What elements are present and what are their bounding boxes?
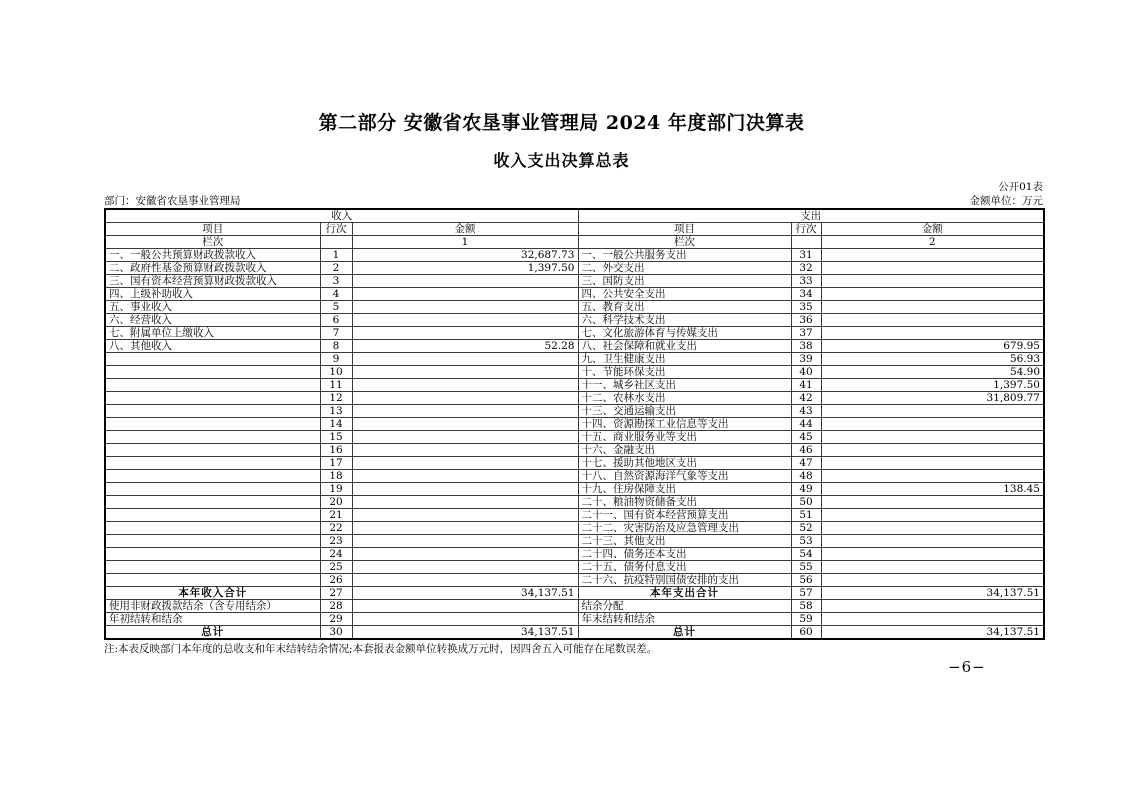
expense-amount-cell [821, 288, 1044, 301]
income-item-cell [105, 366, 320, 379]
income-item-cell [105, 548, 320, 561]
table-row [105, 509, 1044, 522]
income-rowno-cell: 5 [320, 301, 352, 314]
income-item-cell: 二、政府性基金预算财政拨款收入 [105, 262, 320, 275]
table-row [105, 587, 1044, 600]
income-rowno-cell: 17 [320, 457, 352, 470]
income-rowno-cell: 12 [320, 392, 352, 405]
expense-amount-cell [821, 522, 1044, 535]
income-rowno-cell: 22 [320, 522, 352, 535]
table-row [105, 275, 1044, 288]
expense-rowno-cell: 51 [791, 509, 821, 522]
table-row [105, 548, 1044, 561]
income-amount-cell [352, 301, 578, 314]
expense-amount-cell [821, 574, 1044, 587]
expense-item-cell: 结余分配 [578, 600, 791, 613]
income-amount-cell [352, 600, 578, 613]
expense-item-cell: 十五、商业服务业等支出 [578, 431, 791, 444]
income-item-cell [105, 522, 320, 535]
table-row [105, 262, 1044, 275]
expense-item-cell: 七、文化旅游体育与传媒支出 [578, 327, 791, 340]
expense-item-cell: 三、国防支出 [578, 275, 791, 288]
expense-item-cell: 二十四、债务还本支出 [578, 548, 791, 561]
table-row [105, 600, 1044, 613]
income-rowno-cell: 29 [320, 613, 352, 626]
expense-item-cell: 十一、城乡社区支出 [578, 379, 791, 392]
income-item-cell [105, 496, 320, 509]
table-row [105, 522, 1044, 535]
expense-amount-cell: 56.93 [821, 353, 1044, 366]
expense-rowno-cell: 37 [791, 327, 821, 340]
table-row [105, 366, 1044, 379]
expense-item-cell: 二十五、债务付息支出 [578, 561, 791, 574]
income-amount-cell [352, 444, 578, 457]
expense-amount-cell: 34,137.51 [821, 587, 1044, 600]
expense-index-value: 2 [821, 236, 1044, 249]
column-header-row [105, 223, 1044, 236]
income-item-cell: 本年收入合计 [105, 587, 320, 600]
income-item-cell: 八、其他收入 [105, 340, 320, 353]
expense-amount-cell [821, 548, 1044, 561]
income-amount-cell [352, 405, 578, 418]
expense-item-cell: 九、卫生健康支出 [578, 353, 791, 366]
expense-amount-cell [821, 301, 1044, 314]
expense-item-cell: 十四、资源勘探工业信息等支出 [578, 418, 791, 431]
column-index-row [105, 236, 1044, 249]
expense-amount-cell [821, 509, 1044, 522]
income-amount-cell [352, 522, 578, 535]
expense-amount-cell [821, 314, 1044, 327]
expense-item-cell: 六、科学技术支出 [578, 314, 791, 327]
table-row [105, 457, 1044, 470]
table-code: 公开01表 [998, 181, 1043, 193]
expense-item-cell: 一、一般公共服务支出 [578, 249, 791, 262]
page-subtitle: 收入支出决算总表 [493, 151, 630, 170]
income-rowno-cell: 3 [320, 275, 352, 288]
income-item-cell [105, 405, 320, 418]
income-item-cell [105, 509, 320, 522]
income-item-cell [105, 561, 320, 574]
expense-amount-cell [821, 405, 1044, 418]
expense-amount-cell [821, 470, 1044, 483]
meta-line [104, 194, 1043, 208]
income-item-cell [105, 418, 320, 431]
expense-item-cell: 十三、交通运输支出 [578, 405, 791, 418]
income-rowno-cell: 24 [320, 548, 352, 561]
expense-rowno-cell: 57 [791, 587, 821, 600]
income-rowno-cell: 19 [320, 483, 352, 496]
income-item-cell: 五、事业收入 [105, 301, 320, 314]
income-item-cell [105, 431, 320, 444]
table-row [105, 314, 1044, 327]
income-item-cell [105, 535, 320, 548]
income-amount-cell: 52.28 [352, 340, 578, 353]
income-amount-cell [352, 574, 578, 587]
expense-rowno-cell: 35 [791, 301, 821, 314]
income-item-cell: 三、国有资本经营预算财政拨款收入 [105, 275, 320, 288]
income-item-header: 项目 [105, 223, 320, 236]
table-row [105, 431, 1044, 444]
table-row [105, 483, 1044, 496]
income-item-cell [105, 379, 320, 392]
income-item-cell [105, 392, 320, 405]
income-rowno-cell: 13 [320, 405, 352, 418]
income-index-label: 栏次 [105, 236, 320, 249]
expense-amount-cell [821, 327, 1044, 340]
expense-rowno-cell: 45 [791, 431, 821, 444]
income-amount-cell [352, 509, 578, 522]
income-rowno-cell: 20 [320, 496, 352, 509]
income-item-cell [105, 444, 320, 457]
expense-rowno-cell: 60 [791, 626, 821, 640]
income-rowno-cell: 18 [320, 470, 352, 483]
income-rowno-cell: 26 [320, 574, 352, 587]
income-amount-cell [352, 392, 578, 405]
table-row [105, 340, 1044, 353]
income-item-cell [105, 470, 320, 483]
income-item-cell: 六、经营收入 [105, 314, 320, 327]
expense-amount-cell: 31,809.77 [821, 392, 1044, 405]
income-rowno-cell: 10 [320, 366, 352, 379]
expense-rowno-cell: 59 [791, 613, 821, 626]
income-amount-cell [352, 535, 578, 548]
income-item-cell: 七、附属单位上缴收入 [105, 327, 320, 340]
expense-rowno-cell: 38 [791, 340, 821, 353]
expense-item-cell: 四、公共安全支出 [578, 288, 791, 301]
expense-amount-cell: 34,137.51 [821, 626, 1044, 640]
unit-label: 金额单位：万元 [969, 195, 1043, 207]
department-label: 部门：安徽省农垦事业管理局 [104, 195, 241, 207]
table-row [105, 379, 1044, 392]
table-row [105, 613, 1044, 626]
income-item-cell [105, 574, 320, 587]
expense-item-cell: 二十三、其他支出 [578, 535, 791, 548]
expense-index-label: 栏次 [578, 236, 791, 249]
expense-rowno-cell: 54 [791, 548, 821, 561]
expense-amount-cell [821, 275, 1044, 288]
income-amount-cell [352, 561, 578, 574]
income-amount-cell [352, 418, 578, 431]
expense-item-cell: 二十一、国有资本经营预算支出 [578, 509, 791, 522]
table-row [105, 444, 1044, 457]
expense-item-header: 项目 [578, 223, 791, 236]
expense-item-cell: 十、节能环保支出 [578, 366, 791, 379]
expense-item-cell: 本年支出合计 [578, 587, 791, 600]
expense-rowno-cell: 50 [791, 496, 821, 509]
income-amount-cell [352, 548, 578, 561]
income-rowno-cell: 7 [320, 327, 352, 340]
income-item-cell: 使用非财政拨款结余（含专用结余） [105, 600, 320, 613]
income-rowno-cell: 15 [320, 431, 352, 444]
income-item-cell [105, 353, 320, 366]
income-amount-cell [352, 327, 578, 340]
expense-item-cell: 二十六、抗疫特别国债安排的支出 [578, 574, 791, 587]
income-item-cell [105, 457, 320, 470]
expense-rowno-cell: 56 [791, 574, 821, 587]
expense-rowno-cell: 42 [791, 392, 821, 405]
income-amount-cell: 34,137.51 [352, 626, 578, 640]
expense-rowno-cell: 55 [791, 561, 821, 574]
income-index-value: 1 [352, 236, 578, 249]
table-row [105, 301, 1044, 314]
expense-item-cell: 十八、自然资源海洋气象等支出 [578, 470, 791, 483]
income-expense-summary-table [104, 208, 1045, 640]
expense-amount-cell: 138.45 [821, 483, 1044, 496]
income-amount-cell [352, 314, 578, 327]
table-row [105, 288, 1044, 301]
expense-amount-cell: 679.95 [821, 340, 1044, 353]
income-amount-cell [352, 431, 578, 444]
income-rowno-cell: 4 [320, 288, 352, 301]
income-rowno-cell: 21 [320, 509, 352, 522]
income-rowno-cell: 27 [320, 587, 352, 600]
income-rowno-cell: 8 [320, 340, 352, 353]
table-area [104, 181, 1043, 656]
income-rowno-cell: 23 [320, 535, 352, 548]
expense-rowno-cell: 58 [791, 600, 821, 613]
expense-amount-cell [821, 600, 1044, 613]
footnote: 注:本表反映部门本年度的总收支和年末结转结余情况;本套报表金额单位转换成万元时，因四舍五入可能存在尾数误差。 [104, 643, 658, 655]
expense-amount-cell [821, 444, 1044, 457]
income-amount-cell [352, 353, 578, 366]
page-title: 第二部分 安徽省农垦事业管理局 2024 年度部门决算表 [318, 112, 805, 134]
expense-amount-cell [821, 262, 1044, 275]
table-row [105, 249, 1044, 262]
table-row [105, 626, 1044, 640]
expense-amount-cell [821, 561, 1044, 574]
income-amount-cell [352, 379, 578, 392]
expense-amount-cell [821, 496, 1044, 509]
income-index-blank [320, 236, 352, 249]
expense-rowno-cell: 32 [791, 262, 821, 275]
expense-item-cell: 年末结转和结余 [578, 613, 791, 626]
income-amount-cell [352, 613, 578, 626]
income-amount-cell [352, 457, 578, 470]
income-amount-cell: 32,687.73 [352, 249, 578, 262]
expense-rowno-cell: 48 [791, 470, 821, 483]
income-rowno-cell: 28 [320, 600, 352, 613]
expense-rowno-cell: 34 [791, 288, 821, 301]
income-amount-cell [352, 275, 578, 288]
expense-amount-cell: 1,397.50 [821, 379, 1044, 392]
table-row [105, 392, 1044, 405]
income-rowno-cell: 25 [320, 561, 352, 574]
page-number: −6− [948, 658, 986, 676]
income-item-cell: 总计 [105, 626, 320, 640]
income-amount-cell [352, 483, 578, 496]
income-amount-cell [352, 288, 578, 301]
table-row [105, 574, 1044, 587]
table-row [105, 535, 1044, 548]
table-row [105, 418, 1044, 431]
income-rowno-cell: 14 [320, 418, 352, 431]
income-item-cell: 四、上级补助收入 [105, 288, 320, 301]
expense-amount-cell [821, 613, 1044, 626]
section-header-row [105, 209, 1044, 223]
income-rowno-cell: 1 [320, 249, 352, 262]
income-item-cell [105, 483, 320, 496]
expense-rowno-cell: 36 [791, 314, 821, 327]
expense-rowno-cell: 33 [791, 275, 821, 288]
income-amount-cell: 34,137.51 [352, 587, 578, 600]
income-rowno-header: 行次 [320, 223, 352, 236]
expense-rowno-cell: 43 [791, 405, 821, 418]
expense-rowno-cell: 46 [791, 444, 821, 457]
table-row [105, 470, 1044, 483]
income-rowno-cell: 30 [320, 626, 352, 640]
expense-rowno-cell: 40 [791, 366, 821, 379]
expense-rowno-cell: 39 [791, 353, 821, 366]
expense-amount-cell: 54.90 [821, 366, 1044, 379]
expense-item-cell: 五、教育支出 [578, 301, 791, 314]
income-rowno-cell: 6 [320, 314, 352, 327]
expense-rowno-header: 行次 [791, 223, 821, 236]
expense-amount-header: 金额 [821, 223, 1044, 236]
income-amount-cell: 1,397.50 [352, 262, 578, 275]
expense-item-cell: 总计 [578, 626, 791, 640]
expense-item-cell: 十九、住房保障支出 [578, 483, 791, 496]
expense-rowno-cell: 49 [791, 483, 821, 496]
expense-rowno-cell: 53 [791, 535, 821, 548]
expense-rowno-cell: 41 [791, 379, 821, 392]
expense-item-cell: 十七、援助其他地区支出 [578, 457, 791, 470]
expense-amount-cell [821, 249, 1044, 262]
table-row [105, 405, 1044, 418]
table-row [105, 327, 1044, 340]
expense-item-cell: 二十、粮油物资储备支出 [578, 496, 791, 509]
expense-amount-cell [821, 431, 1044, 444]
expense-item-cell: 二、外交支出 [578, 262, 791, 275]
income-section-header: 收入 [105, 209, 578, 223]
expense-rowno-cell: 47 [791, 457, 821, 470]
expense-item-cell: 八、社会保障和就业支出 [578, 340, 791, 353]
expense-index-blank [791, 236, 821, 249]
income-amount-cell [352, 470, 578, 483]
expense-amount-cell [821, 457, 1044, 470]
income-rowno-cell: 11 [320, 379, 352, 392]
expense-rowno-cell: 52 [791, 522, 821, 535]
income-rowno-cell: 2 [320, 262, 352, 275]
expense-rowno-cell: 31 [791, 249, 821, 262]
income-amount-header: 金额 [352, 223, 578, 236]
expense-item-cell: 十二、农林水支出 [578, 392, 791, 405]
income-rowno-cell: 9 [320, 353, 352, 366]
table-row [105, 496, 1044, 509]
table-row [105, 353, 1044, 366]
expense-section-header: 支出 [578, 209, 1044, 223]
expense-amount-cell [821, 418, 1044, 431]
table-row [105, 561, 1044, 574]
expense-item-cell: 十六、金融支出 [578, 444, 791, 457]
income-item-cell: 一、一般公共预算财政拨款收入 [105, 249, 320, 262]
income-item-cell: 年初结转和结余 [105, 613, 320, 626]
income-amount-cell [352, 496, 578, 509]
expense-rowno-cell: 44 [791, 418, 821, 431]
income-amount-cell [352, 366, 578, 379]
income-rowno-cell: 16 [320, 444, 352, 457]
expense-amount-cell [821, 535, 1044, 548]
expense-item-cell: 二十二、灾害防治及应急管理支出 [578, 522, 791, 535]
